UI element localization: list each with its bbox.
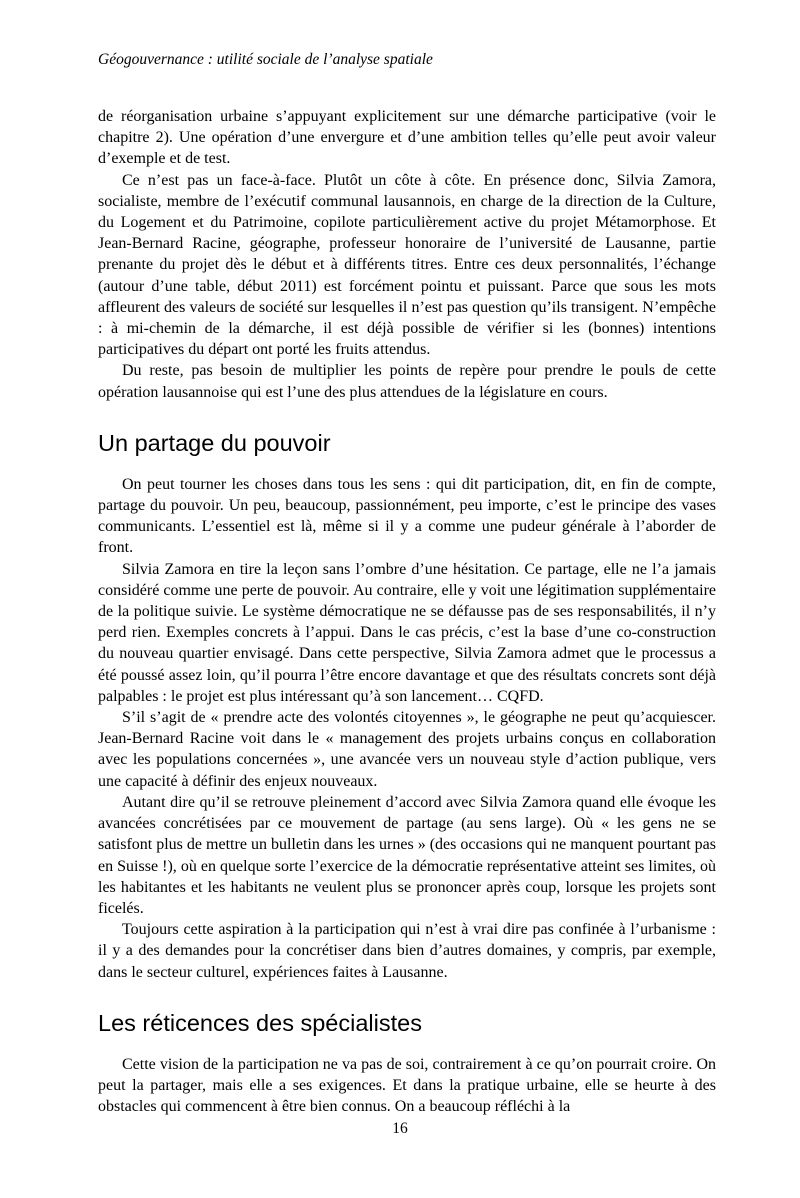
paragraph: Du reste, pas besoin de multiplier les points de repère pour prendre le pouls de cette opération lausannoise qui est l’une des plus attendues de la législature en cours. [98, 362, 716, 401]
page-body [98, 106, 716, 1117]
paragraph: S’il s’agit de « prendre acte des volontés citoyennes », le géographe ne peut qu’acquiescer. Jean-Bernard Racine voit dans le « management des projets urbains conçus en collaboration avec les populations concernées », une avancée vers un nouveau style d’action publique, vers une capacité à définir des enjeux nouveaux. [98, 709, 716, 790]
section-heading: Les réticences des spécialistes [98, 1009, 422, 1036]
paragraph: de réorganisation urbaine s’appuyant explicitement sur une démarche participative (voir le chapitre 2). Une opération d’une envergure et d’une ambition telles qu’elle peut avoir valeur d’exemple et de test. [98, 108, 716, 168]
paragraph: On peut tourner les choses dans tous les sens : qui dit participation, dit, en fin de compte, partage du pouvoir. Un peu, beaucoup, passionnément, peu importe, c’est le principe des vases communicants. L’essentiel est là, même si il y a comme une pudeur générale à l’aborder de front. [98, 475, 716, 557]
paragraph: Cette vision de la participation ne va pas de soi, contrairement à ce qu’on pourrait croire. On peut la partager, mais elle a ses exigences. Et dans la pratique urbaine, elle se heurte à des obstacles qui commencent à être bien connus. On a beaucoup réfléchi à la [98, 1055, 716, 1116]
paragraph: Ce n’est pas un face-à-face. Plutôt un côte à côte. En présence donc, Silvia Zamora, socialiste, membre de l’exécutif communal lausannois, en charge de la direction de la Culture, du Logement et du Patrimoine, copilote particulièrement active du projet Métamorphose. Et Jean-Bernard Racine, géographe, professeur honoraire de l’université de Lausanne, partie prenante du projet dès le début et à différents titres. Entre ces deux personnalités, l’échange (autour d’une table, début 2011) est forcément pointu et puissant. Parce que sous les mots affleurent des valeurs de société sur lesquelles il n’est pas question qu’ils transigent. N’empêche : à mi-chemin de la démarche, il est déjà possible de vérifier si les (bonnes) intentions participatives du départ ont porté les fruits attendus. [98, 171, 716, 359]
paragraph: Silvia Zamora en tire la leçon sans l’ombre d’une hésitation. Ce partage, elle ne l’a jamais considéré comme une perte de pouvoir. Au contraire, elle y voit une légitimation supplémentaire de la politique suivie. Le système démocratique ne se défausse pas de ses responsabilités, il n’y perd rien. Exemples concrets à l’appui. Dans le cas précis, c’est la base d’une co-construction du nouveau quartier envisagé. Dans cette perspective, Silvia Zamora admet que le processus a été poussé assez loin, qu’il pourra l’être encore davantage et que des résultats concrets sont déjà palpables : le projet est plus intéressant qu’à son lancement… CQFD. [98, 560, 716, 705]
paragraph: Autant dire qu’il se retrouve pleinement d’accord avec Silvia Zamora quand elle évoque les avancées concrétisées par ce mouvement de partage (au sens large). Où « les gens ne se satisfont plus de mettre un bulletin dans les urnes » (des occasions qui ne manquent pourtant pas en Suisse !), où en quelque sorte l’exercice de la démocratie représentative atteint ses limites, où les habitantes et les habitants ne veulent plus se prononcer après coup, lorsque les projets sont ficelés. [98, 793, 716, 917]
page-number: 16 [392, 1120, 408, 1137]
section-heading: Un partage du pouvoir [98, 429, 331, 456]
paragraph: Toujours cette aspiration à la participation qui n’est à vrai dire pas confinée à l’urbanisme : il y a des demandes pour la concrétiser dans bien d’autres domaines, y compris, par exemple, dans le secteur culturel, expériences faites à Lausanne. [98, 921, 716, 981]
running-header: Géogouvernance : utilité sociale de l’analyse spatiale [98, 51, 433, 68]
